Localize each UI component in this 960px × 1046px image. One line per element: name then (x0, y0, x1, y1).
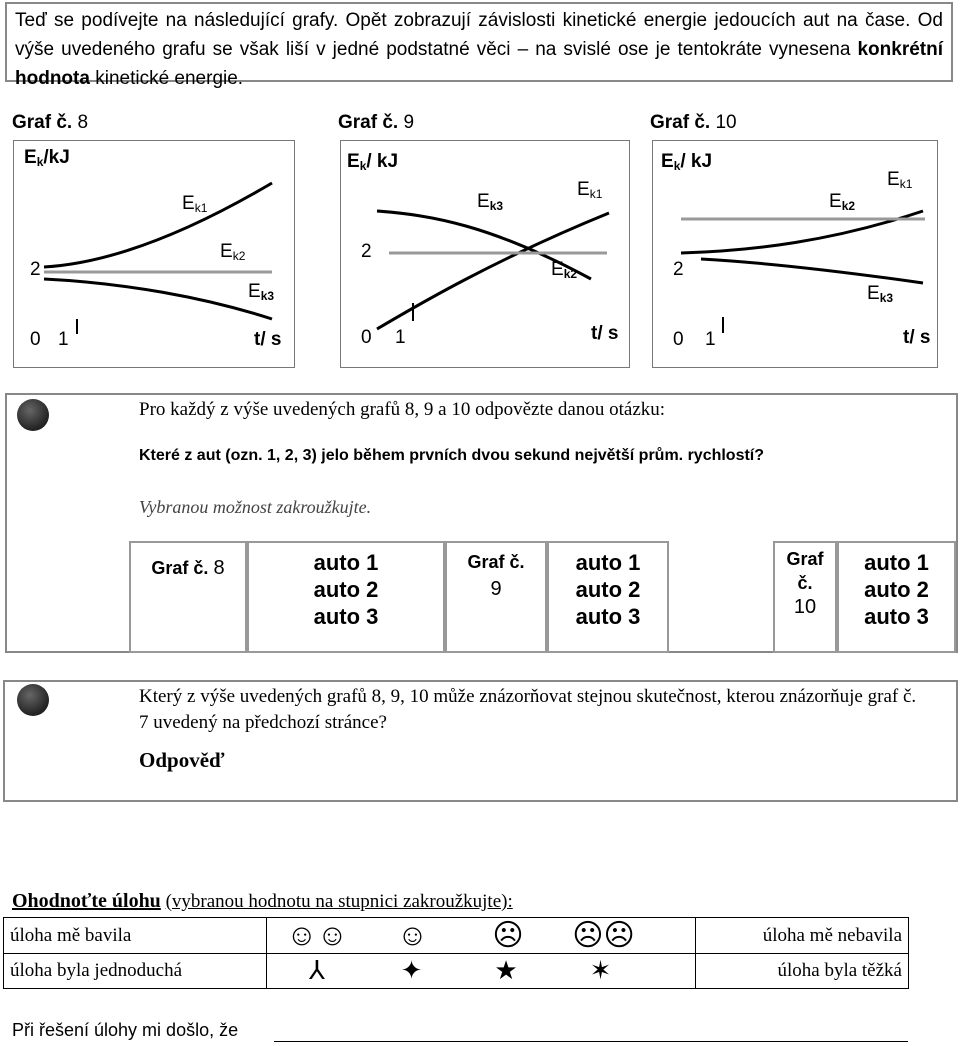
rating-right-label: úloha mě nebavila (696, 918, 909, 954)
answer-graph-8-options[interactable] (247, 541, 445, 653)
graph-10-title: Graf č. 10 (650, 112, 737, 133)
graph-9-x-axis-label: t/ s (591, 323, 619, 344)
option-auto-1[interactable]: auto 1 (313, 550, 379, 575)
smiley-face-2-icon[interactable]: ☺☺ (286, 919, 348, 952)
graph-8-y-tick: 2 (30, 259, 41, 280)
smiley-face-icon[interactable]: ☺ (397, 919, 428, 952)
graph-8-x-tick-1: 1 (58, 329, 69, 350)
option-auto-2[interactable]: auto 2 (864, 577, 929, 602)
rating-heading: Ohodnoťte úlohu (vybranou hodnotu na stupnici zakroužkujte): (12, 890, 513, 912)
graph-10-curve-ek3 (701, 259, 923, 283)
graph-8-y-axis-label: $E_k/kJ$ (24, 147, 70, 169)
sad-face-2-icon[interactable]: ☹☹ (572, 919, 635, 952)
graph-10-x-tick-1: 1 (705, 329, 716, 350)
graph-10-y-axis-label: $E_k/$ kJ (661, 151, 713, 173)
graph-9 (340, 140, 630, 368)
rating-right-label: úloha byla těžká (696, 954, 909, 989)
graph-8-curve-ek3 (44, 279, 275, 319)
graph-10-x-axis-label: t/ s (903, 327, 931, 348)
graph-8-label-ek2: $E_{k2}$ (220, 241, 246, 263)
rating-left-label: úloha mě bavila (4, 918, 267, 954)
graph-9-label-ek3: $E_{k3}$ (477, 191, 504, 213)
rating-row-difficulty (4, 954, 909, 989)
option-auto-3[interactable]: auto 3 (864, 604, 929, 629)
graph-10-x-tick-0: 0 (673, 329, 684, 350)
graph-10-label-ek1: $E_{k1}$ (887, 169, 913, 191)
star-6-point-icon[interactable]: ✶ (589, 956, 612, 985)
graph-8-label-ek3: $E_{k3}$ (248, 281, 275, 303)
graph-10-curve-ek1 (681, 211, 923, 253)
option-auto-2[interactable]: auto 2 (575, 577, 641, 602)
question-1-prompt: Pro každý z výše uvedených grafů 8, 9 a 10 odpovězte danou otázku: (139, 399, 666, 420)
option-auto-1[interactable]: auto 1 (864, 550, 929, 575)
graph-10 (652, 140, 938, 368)
answer-label[interactable]: Odpověď (139, 748, 225, 772)
star-3-point-icon[interactable]: ⅄ (309, 956, 325, 985)
footer-answer-line[interactable] (274, 1041, 908, 1042)
graph-10-y-tick: 2 (673, 259, 684, 280)
graph-8-x-axis-label: t/ s (254, 329, 282, 350)
rating-left-label: úloha byla jednoduchá (4, 954, 267, 989)
answer-graph-9-options[interactable] (547, 541, 669, 653)
rating-row-fun (4, 918, 909, 954)
option-auto-2[interactable]: auto 2 (313, 577, 379, 602)
intro-bold: konkrétní hodnota (15, 39, 943, 89)
graph-9-title: Graf č. 9 (338, 112, 415, 133)
rating-scale-stars[interactable] (267, 954, 696, 989)
graph-9-label-ek2: $E_{k2}$ (551, 259, 578, 281)
option-auto-3[interactable]: auto 3 (313, 604, 379, 629)
answer-graph-10-options[interactable] (837, 541, 956, 653)
graph-9-x-tick-1: 1 (395, 327, 406, 348)
graph-9-y-axis-label: $E_k/$ kJ (347, 151, 399, 173)
graph-10-label-ek2: $E_{k2}$ (829, 191, 856, 213)
graph-9-label-ek1: $E_{k1}$ (577, 179, 603, 201)
bullet-icon (17, 399, 49, 431)
graph-8-label-ek1: $E_{k1}$ (182, 193, 208, 215)
intro-text (5, 2, 953, 89)
bullet-icon (17, 684, 49, 716)
question-1-box (5, 393, 958, 653)
graph-8-title: Graf č. 8 (12, 112, 89, 133)
question-2-box (3, 680, 958, 802)
answer-graph-9-label: Graf č. 9 (445, 541, 547, 653)
graph-8 (13, 140, 295, 368)
star-5-point-icon[interactable]: ★ (494, 956, 518, 985)
footer-prompt: Při řešení úlohy mi došlo, že (12, 1020, 239, 1040)
rating-table (3, 917, 909, 989)
graph-8-x-tick-0: 0 (30, 329, 41, 350)
graph-9-x-tick-0: 0 (361, 327, 372, 348)
intro-part2: kinetické energie. (89, 68, 244, 89)
question-1-hint: Vybranou možnost zakroužkujte. (139, 497, 372, 517)
intro-part1: Teď se podívejte na následující grafy. Opět zobrazují závislosti kinetické energie jedoucích aut na čase. Od výše uvedeného grafu se však liší v jedné podstatné věci – na svislé ose je tentokráte vynesena (15, 10, 943, 60)
graph-9-y-tick: 2 (361, 241, 372, 262)
graph-9-curves (341, 141, 631, 369)
star-4-point-icon[interactable]: ✦ (400, 956, 423, 985)
question-2-text: Který z výše uvedených grafů 8, 9, 10 může znázorňovat stejnou skutečnost, kterou znázorňuje graf č. 7 uvedený na předchozí stránce? (139, 686, 917, 733)
rating-scale-faces[interactable] (267, 918, 696, 954)
answer-graph-8-label: Graf č. 8 (129, 541, 247, 653)
answer-graph-10-label: Graf č. 10 (773, 541, 837, 653)
graph-10-label-ek3: $E_{k3}$ (867, 283, 894, 305)
sad-face-icon[interactable]: ☹ (492, 919, 524, 952)
option-auto-1[interactable]: auto 1 (575, 550, 641, 575)
question-1-text: Které z aut (ozn. 1, 2, 3) jelo během prvních dvou sekund největší prům. rychlostí? (139, 447, 765, 464)
option-auto-3[interactable]: auto 3 (575, 604, 641, 629)
